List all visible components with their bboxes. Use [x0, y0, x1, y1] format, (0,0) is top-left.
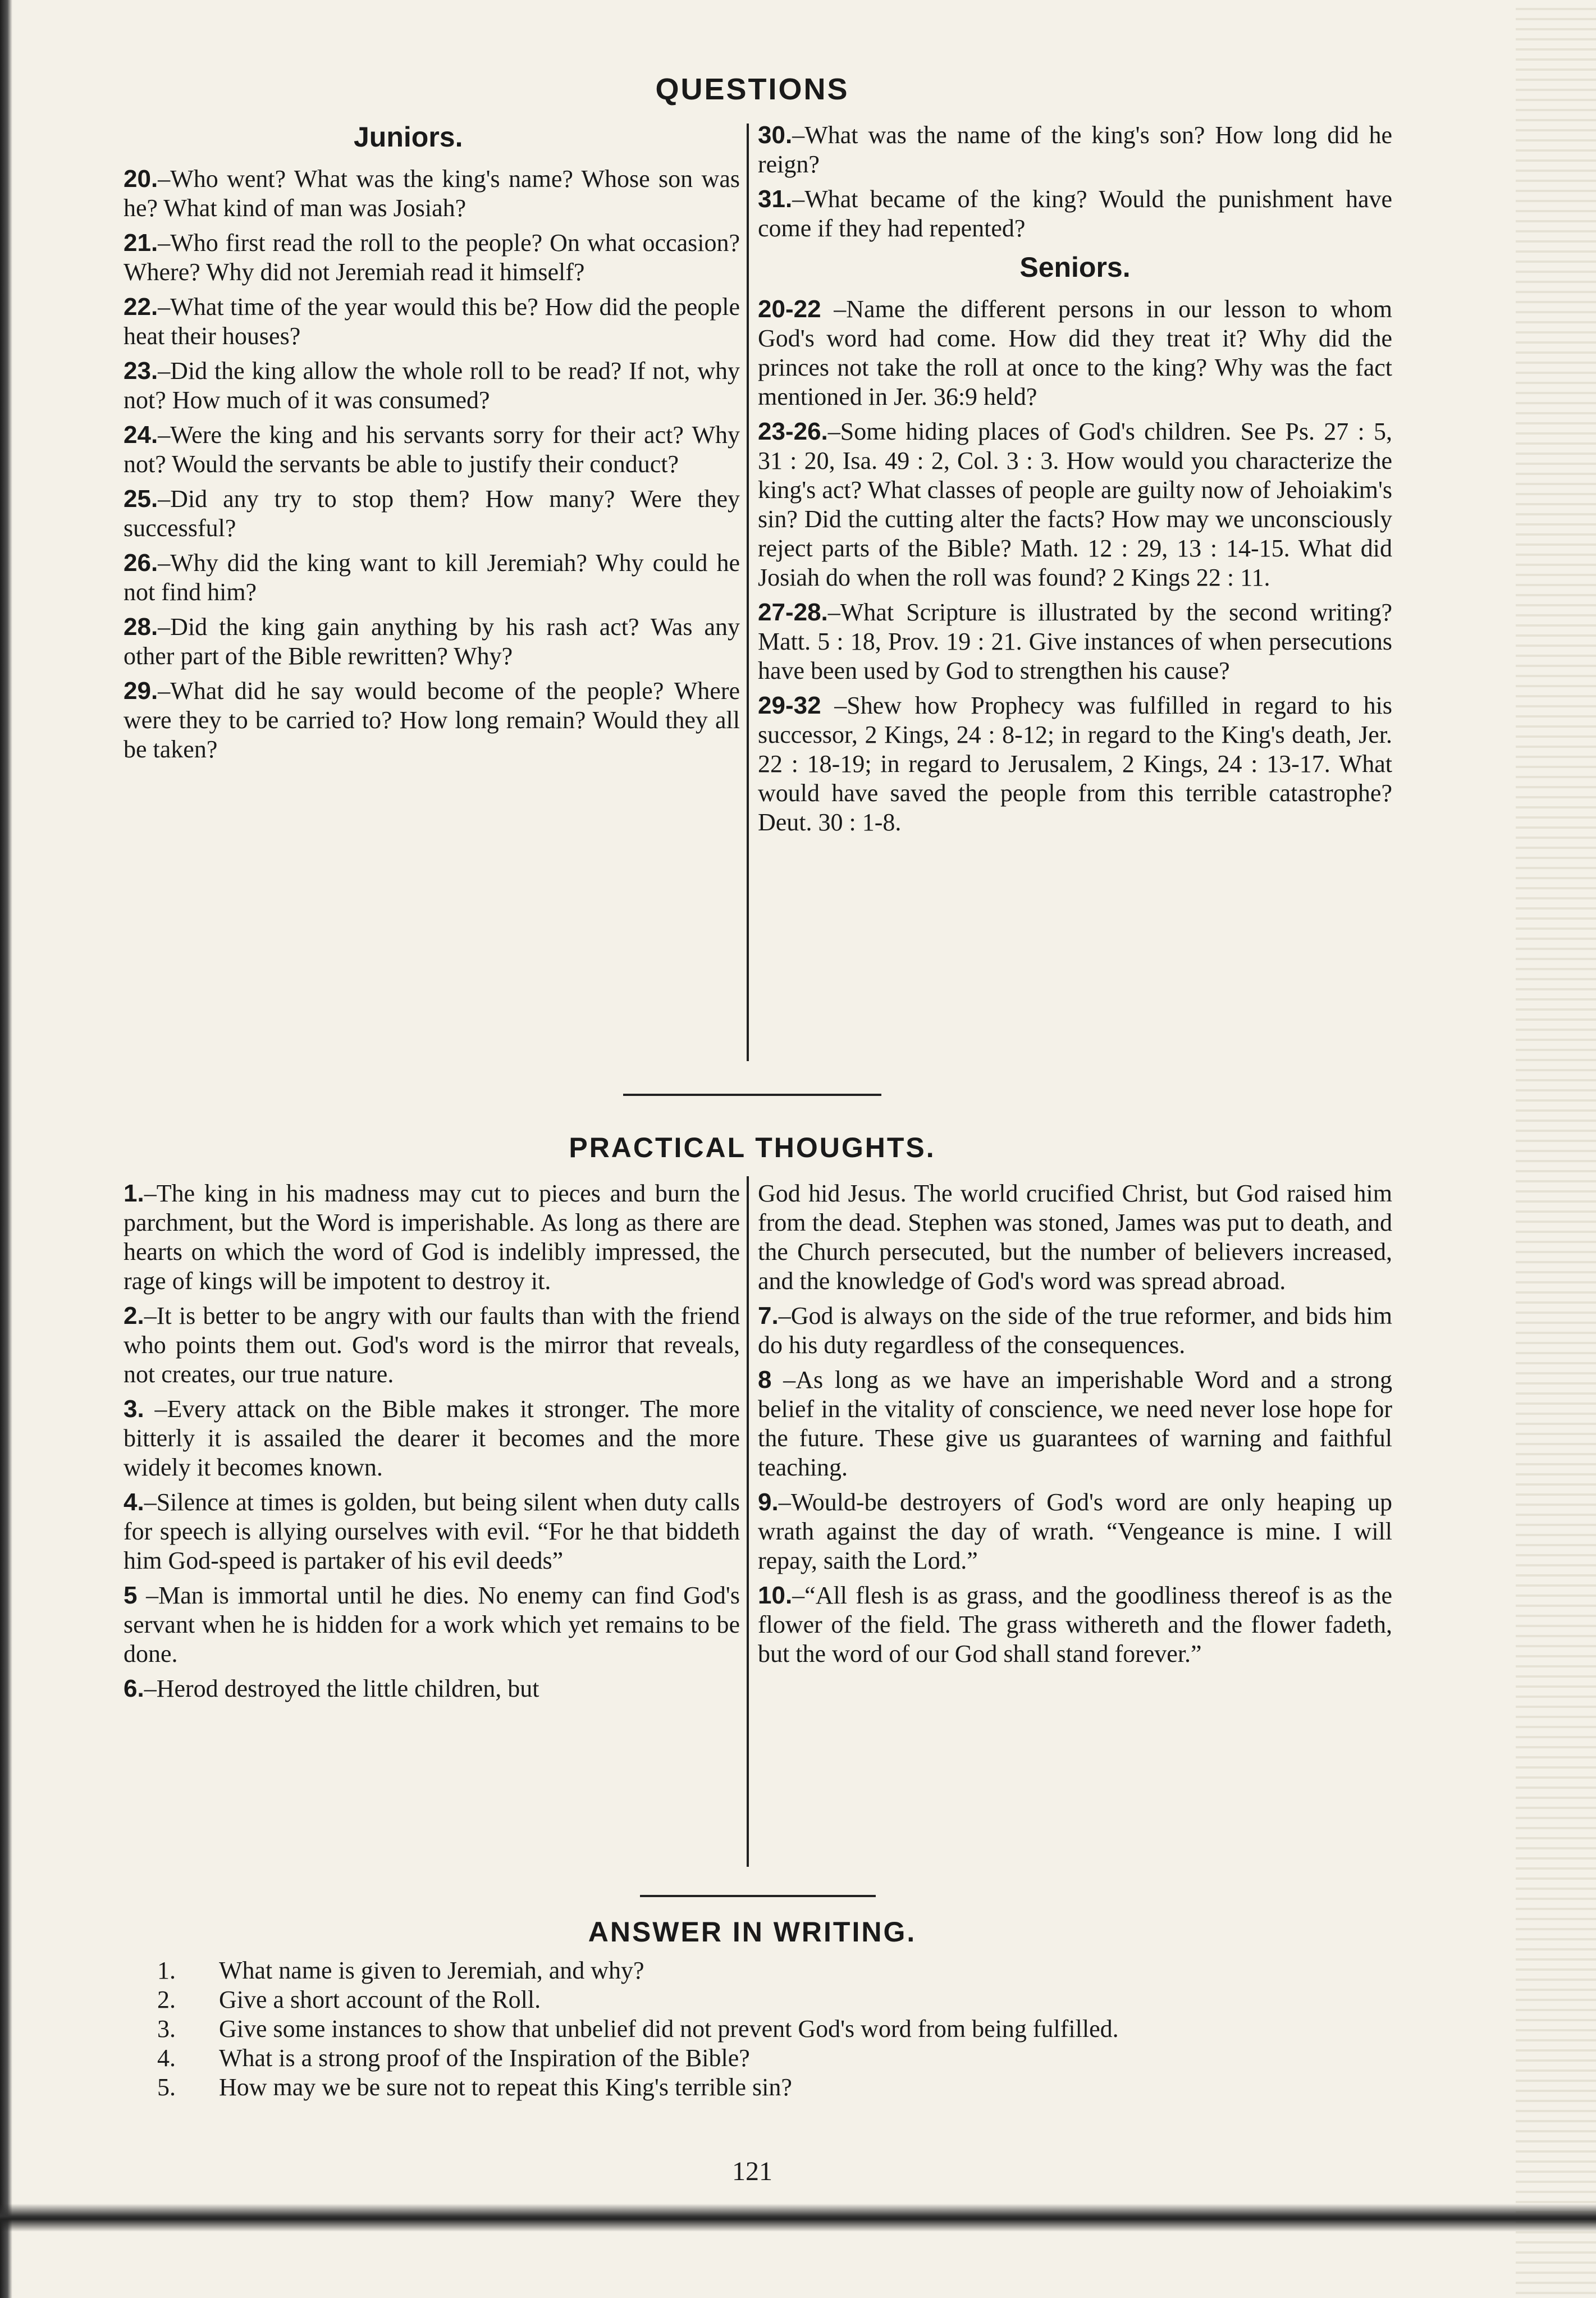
item-number: 9. [758, 1488, 779, 1516]
item-number: 4. [124, 1488, 144, 1516]
item-text: –Some hiding places of God's children. See Ps. 27 : 5, 31 : 20, Isa. 49 : 2, Col. 3 : 3. How would you characterize the king's act? What classes of people are guilty now of Jehoiakim's sin? Did the cutting alter the facts? How may we unconsciously reject parts of the Bible? Math. 12 : 29, 13 : 14-15. What did Josiah do when the roll was found? 2 Kings 22 : 11. [758, 418, 1392, 591]
item-number: 20. [124, 165, 158, 193]
item-text: –Shew how Prophecy was fulfilled in regard to his successor, 2 Kings, 24 : 8-12; in regard to the King's death, Jer. 22 : 18-19; in regard to Jerusalem, 2 Kings, 24 : 13-17. What would have saved the people from this terrible catastrophe? Deut. 30 : 1-8. [758, 692, 1392, 836]
item-number: 3. [124, 1395, 144, 1423]
section-rule [623, 1094, 881, 1096]
paragraph [124, 421, 740, 479]
item-number: 25. [124, 485, 158, 513]
item-text: –What time of the year would this be? How did the people heat their houses? [124, 293, 740, 350]
item-text: God hid Jesus. The world crucified Christ, but God raised him from the dead. Stephen was stoned, James was put to death, and the Church persecuted, but the number of believers increased, and the knowledge of God's word was spread abroad. [758, 1180, 1392, 1295]
item-text: –Name the different persons in our lesson to whom God's word had come. How did they treat it? Why did the princes not take the roll at once to the king? Why was the fact mentioned in Jer. 36:9 held? [758, 295, 1392, 410]
item-number: 23-26. [758, 418, 828, 445]
paragraph [758, 691, 1392, 837]
paragraph [758, 1581, 1392, 1669]
page-number: 121 [732, 2157, 772, 2186]
section-rule-2 [640, 1895, 876, 1897]
item-text: –God is always on the side of the true reformer, and bids him do his duty regardless of the consequences. [758, 1302, 1392, 1359]
answer-in-writing-title: ANSWER IN WRITING. [588, 1916, 917, 1948]
item-text: –Who went? What was the king's name? Whose son was he? What kind of man was Josiah? [124, 165, 740, 222]
questions-right-column [758, 121, 1392, 843]
paragraph [758, 1179, 1392, 1296]
item-text: –Did the king allow the whole roll to be read? If not, why not? How much of it was consumed? [124, 357, 740, 414]
page-edge-noise [1516, 0, 1596, 2298]
page-bottom-edge [0, 2204, 1596, 2232]
paragraph [124, 293, 740, 351]
item-text: –Did the king gain anything by his rash act? Was any other part of the Bible rewritten? Why? [124, 613, 740, 670]
answer-text: Give a short account of the Roll. [219, 1986, 541, 2013]
item-number: 7. [758, 1302, 779, 1330]
item-number: 10. [758, 1582, 793, 1609]
item-text: –Were the king and his servants sorry for their act? Why not? Would the servants be able to justify their conduct? [124, 421, 740, 478]
juniors-heading: Juniors. [354, 121, 463, 153]
answer-in-writing-list [157, 1957, 1364, 2103]
juniors-questions-continued [758, 121, 1392, 243]
item-number: 20-22 [758, 295, 821, 323]
item-number: 23. [124, 357, 158, 385]
answer-number: 3. [157, 2015, 176, 2043]
paragraph [124, 1395, 740, 1482]
practical-thoughts-left [124, 1179, 740, 1703]
answer-text: What name is given to Jeremiah, and why? [219, 1957, 644, 1984]
document-page [101, 62, 1403, 2240]
paragraph [124, 1179, 740, 1296]
answer-text: Give some instances to show that unbelief did not prevent God's word from being fulfilled. [219, 2015, 1119, 2043]
item-text: –Who first read the roll to the people? On what occasion? Where? Why did not Jeremiah read it himself? [124, 229, 740, 286]
item-text: –Would-be destroyers of God's word are only heaping up wrath against the day of wrath. “Vengeance is mine. I will repay, saith the Lord.” [758, 1488, 1392, 1574]
item-text: –The king in his madness may cut to pieces and burn the parchment, but the Word is imperishable. As long as there are hearts on which the word of God is indelibly impressed, the rage of kings will be impotent to destroy it. [124, 1180, 740, 1295]
answer-item [157, 2015, 1364, 2043]
item-number: 5 [124, 1582, 138, 1609]
item-text: –Man is immortal until he dies. No enemy can find God's servant when he is hidden for a work which yet remains to be done. [124, 1582, 740, 1667]
seniors-questions [758, 295, 1392, 837]
item-number: 27-28. [758, 599, 828, 626]
column-divider-2 [747, 1176, 749, 1867]
item-number: 22. [124, 293, 158, 321]
item-number: 6. [124, 1675, 144, 1702]
paragraph [124, 1674, 740, 1703]
item-text: –What Scripture is illustrated by the second writing? Matt. 5 : 18, Prov. 19 : 21. Give instances of when persecutions have been used by God to strengthen his cause? [758, 599, 1392, 684]
paragraph [124, 613, 740, 671]
paragraph [124, 549, 740, 607]
questions-title: QUESTIONS [655, 72, 849, 106]
answer-text: How may we be sure not to repeat this King's terrible sin? [219, 2073, 792, 2101]
item-text: –Herod destroyed the little children, but [144, 1675, 539, 1702]
column-divider [747, 124, 749, 1061]
answer-item [157, 2044, 1364, 2072]
item-text: –What was the name of the king's son? How long did he reign? [758, 121, 1392, 178]
item-text: –As long as we have an imperishable Word and a strong belief in the vitality of conscience, we need never lose hope for the future. These give us guarantees of warning and faithful teaching. [758, 1366, 1392, 1481]
paragraph [758, 1488, 1392, 1575]
juniors-column [124, 121, 740, 770]
item-text: –Did any try to stop them? How many? Were they successful? [124, 485, 740, 542]
item-number: 26. [124, 549, 158, 577]
item-number: 30. [758, 121, 793, 149]
item-number: 2. [124, 1302, 144, 1330]
item-text: –It is better to be angry with our faults than with the friend who points them out. God's word is the mirror that reveals, not creates, our true nature. [124, 1302, 740, 1388]
paragraph [758, 598, 1392, 686]
practical-left-column [124, 1179, 740, 1709]
paragraph [124, 229, 740, 287]
answer-item [157, 2073, 1364, 2101]
paragraph [758, 295, 1392, 412]
item-text: –What became of the king? Would the punishment have come if they had repented? [758, 185, 1392, 242]
item-number: 8 [758, 1366, 772, 1394]
answer-number: 4. [157, 2044, 176, 2072]
juniors-questions [124, 165, 740, 764]
item-number: 24. [124, 421, 158, 449]
answer-number: 2. [157, 1986, 176, 2013]
item-text: –What did he say would become of the people? Where were they to be carried to? How long remain? Would they all be taken? [124, 677, 740, 763]
item-text: –“All flesh is as grass, and the goodliness thereof is as the flower of the field. The grass withereth and the flower fadeth, but the word of our God shall stand forever.” [758, 1582, 1392, 1667]
item-number: 28. [124, 613, 158, 641]
practical-right-column [758, 1179, 1392, 1674]
item-text: –Why did the king want to kill Jeremiah? Why could he not find him? [124, 549, 740, 606]
practical-thoughts-title: PRACTICAL THOUGHTS. [569, 1132, 936, 1163]
paragraph [758, 417, 1392, 592]
answer-item [157, 1957, 1364, 1985]
paragraph [758, 185, 1392, 243]
item-text: –Silence at times is golden, but being silent when duty calls for speech is allying ourselves with evil. “For he that biddeth him God-speed is partaker of his evil deeds” [124, 1488, 740, 1574]
paragraph [124, 165, 740, 223]
paragraph [758, 1365, 1392, 1482]
paragraph [124, 1581, 740, 1669]
paragraph [758, 121, 1392, 179]
paragraph [124, 677, 740, 764]
paragraph [124, 357, 740, 415]
item-number: 1. [124, 1180, 144, 1207]
answer-number: 5. [157, 2073, 176, 2101]
answer-item [157, 1986, 1364, 2014]
item-number: 29-32 [758, 692, 821, 719]
answer-text: What is a strong proof of the Inspiration of the Bible? [219, 2044, 750, 2072]
item-number: 21. [124, 229, 158, 257]
item-number: 29. [124, 677, 158, 705]
page-binding-edge [0, 0, 12, 2298]
practical-thoughts-right [758, 1179, 1392, 1669]
paragraph [124, 485, 740, 543]
item-text: –Every attack on the Bible makes it stronger. The more bitterly it is assailed the dearer it becomes and the more widely it becomes known. [124, 1395, 740, 1481]
answer-number: 1. [157, 1957, 176, 1984]
paragraph [124, 1301, 740, 1389]
paragraph [124, 1488, 740, 1575]
seniors-heading: Seniors. [1019, 252, 1131, 283]
item-number: 31. [758, 185, 793, 213]
paragraph [758, 1301, 1392, 1360]
